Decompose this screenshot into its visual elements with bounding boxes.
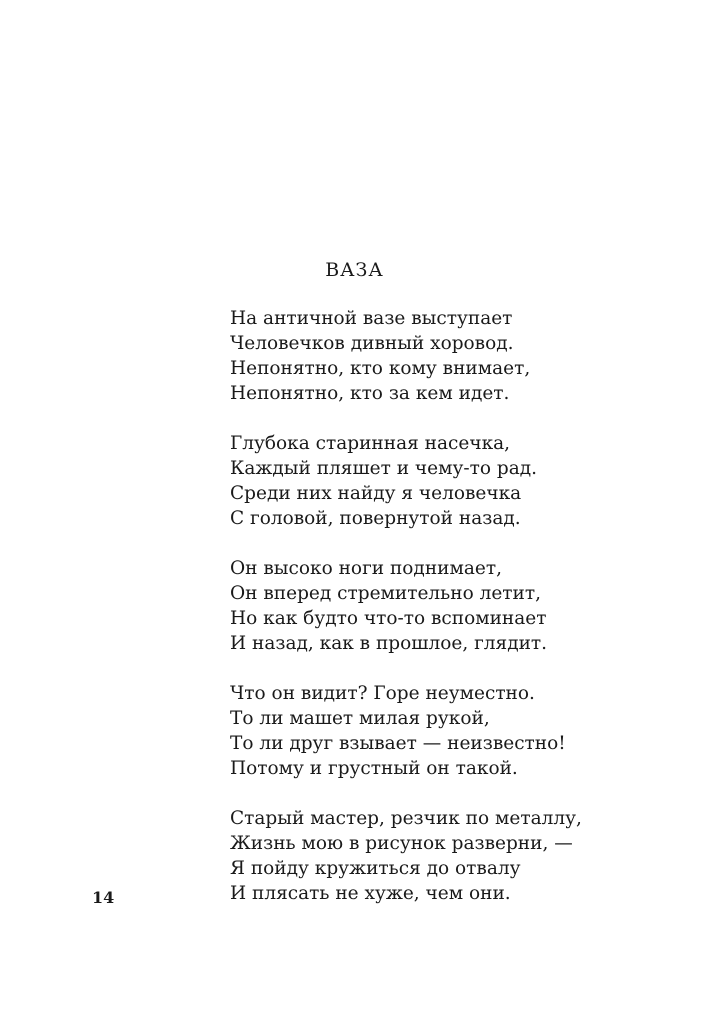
- stanza: [230, 806, 690, 906]
- stanza: [230, 556, 690, 656]
- poem-line: Я пойду кружиться до отвалу: [230, 858, 521, 879]
- poem-line: Среди них найду я человечка: [230, 483, 522, 504]
- poem-line: Непонятно, кто за кем идет.: [230, 383, 510, 404]
- poem-line: На античной вазе выступает: [230, 308, 513, 329]
- poem-line: Но как будто что-то вспоминает: [230, 608, 547, 629]
- poem-line: И плясать не хуже, чем они.: [230, 883, 511, 904]
- poem-title: ВАЗА: [325, 259, 384, 281]
- poem-line: То ли друг взывает — неизвестно!: [230, 733, 566, 754]
- poem-line: Он высоко ноги поднимает,: [230, 558, 502, 579]
- poem-line: Глубока старинная насечка,: [230, 433, 511, 454]
- page-number: 14: [92, 888, 115, 907]
- poem-line: Потому и грустный он такой.: [230, 758, 518, 779]
- poem-line: Человечков дивный хоровод.: [230, 333, 514, 354]
- poem-body: [230, 306, 690, 931]
- poem-line: И назад, как в прошлое, глядит.: [230, 633, 548, 654]
- stanza: [230, 681, 690, 781]
- poem-line: Он вперед стремительно летит,: [230, 583, 541, 604]
- stanza: [230, 306, 690, 406]
- stanza: [230, 431, 690, 531]
- poem-line: Каждый пляшет и чему-то рад.: [230, 458, 538, 479]
- poem-line: С головой, повернутой назад.: [230, 508, 521, 529]
- poem-line: Жизнь мою в рисунок разверни, —: [230, 833, 573, 854]
- poem-line: То ли машет милая рукой,: [230, 708, 490, 729]
- poem-line: Непонятно, кто кому внимает,: [230, 358, 531, 379]
- poem-line: Что он видит? Горе неуместно.: [230, 683, 535, 704]
- poem-line: Старый мастер, резчик по металлу,: [230, 808, 582, 829]
